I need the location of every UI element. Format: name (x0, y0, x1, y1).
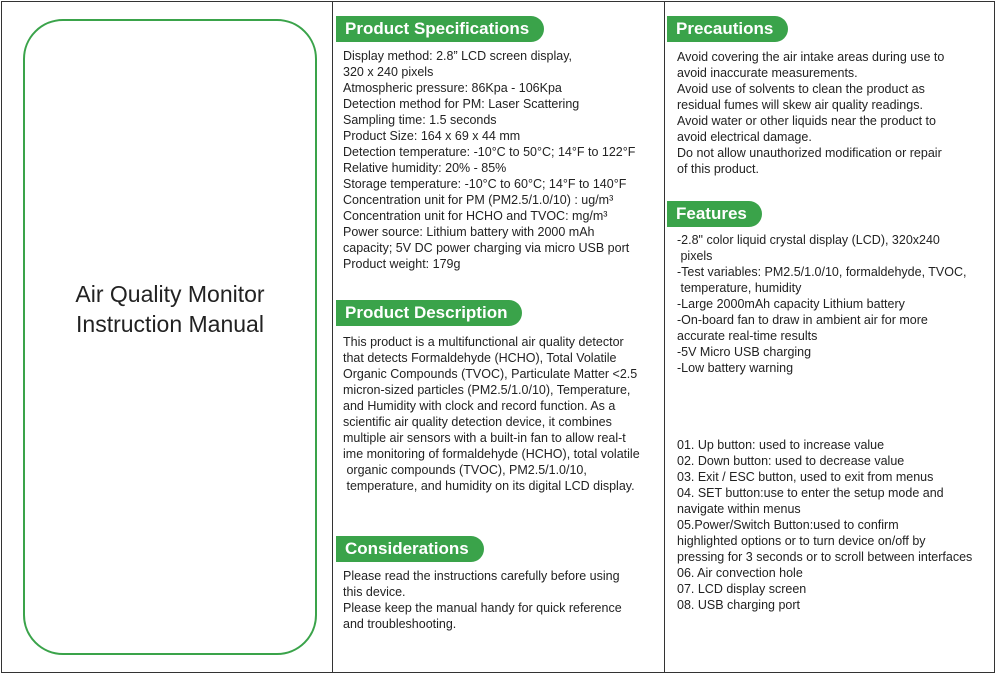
panel-divider-right (664, 2, 665, 672)
spec-line: Display method: 2.8” LCD screen display, (343, 49, 573, 63)
precautions-line: Avoid covering the air intake areas during use to (677, 50, 945, 64)
precautions-line: avoid electrical damage. (677, 130, 812, 144)
buttons-list (677, 437, 972, 613)
description-line: and Humidity with clock and record function. As a (343, 399, 616, 413)
precautions-text (677, 49, 944, 177)
spec-line: Detection method for PM: Laser Scattering (343, 97, 580, 111)
description-line: scientific air quality detection device, it combines (343, 415, 612, 429)
specifications-text (343, 48, 635, 272)
cover-frame (23, 19, 317, 655)
features-line: -2.8" color liquid crystal display (LCD), 320x240 (677, 233, 940, 247)
spec-line: Detection temperature: -10°C to 50°C; 14°F to 122°F (343, 145, 636, 159)
considerations-line: this device. (343, 585, 406, 599)
precautions-line: Do not allow unauthorized modification or repair (677, 146, 942, 160)
spec-line: Storage temperature: -10°C to 60°C; 14°F to 140°F (343, 177, 627, 191)
spec-line: Product weight: 179g (343, 257, 461, 271)
spec-line: Power source: Lithium battery with 2000 mAh (343, 225, 595, 239)
considerations-line: Please keep the manual handy for quick reference (343, 601, 622, 615)
description-line: temperature, and humidity on its digital LCD display. (343, 479, 635, 493)
button-list-item: 03. Exit / ESC button, used to exit from menus (677, 470, 934, 484)
features-line: -5V Micro USB charging (677, 345, 812, 359)
features-line: -Low battery warning (677, 361, 794, 375)
description-line: micron-sized particles (PM2.5/1.0/10), Temperature, (343, 383, 631, 397)
button-list-item: 05.Power/Switch Button:used to confirm (677, 518, 899, 532)
features-line: -On-board fan to draw in ambient air for more (677, 313, 928, 327)
button-list-item: highlighted options or to turn device on/off by (677, 534, 926, 548)
features-heading: Features (667, 201, 762, 227)
considerations-text (343, 568, 622, 632)
considerations-line: Please read the instructions carefully before using (343, 569, 620, 583)
button-list-item: pressing for 3 seconds or to scroll between interfaces (677, 550, 973, 564)
description-line: organic compounds (TVOC), PM2.5/1.0/10, (343, 463, 587, 477)
features-line: accurate real-time results (677, 329, 818, 343)
spec-line: 320 x 240 pixels (343, 65, 434, 79)
description-line: that detects Formaldehyde (HCHO), Total Volatile (343, 351, 617, 365)
precautions-line: Avoid use of solvents to clean the product as (677, 82, 925, 96)
precautions-line: of this product. (677, 162, 759, 176)
precautions-line: avoid inaccurate measurements. (677, 66, 858, 80)
button-list-item: navigate within menus (677, 502, 801, 516)
button-list-item: 08. USB charging port (677, 598, 800, 612)
button-list-item: 07. LCD display screen (677, 582, 807, 596)
manual-sheet (1, 1, 995, 673)
cover-title-line1: Air Quality Monitor (75, 281, 265, 307)
description-line: This product is a multifunctional air quality detector (343, 335, 624, 349)
button-list-item: 01. Up button: used to increase value (677, 438, 885, 452)
features-line: -Large 2000mAh capacity Lithium battery (677, 297, 905, 311)
description-line: Organic Compounds (TVOC), Particulate Matter <2.5 (343, 367, 638, 381)
spec-line: capacity; 5V DC power charging via micro USB port (343, 241, 630, 255)
considerations-heading: Considerations (336, 536, 484, 562)
button-list-item: 04. SET button:use to enter the setup mode and (677, 486, 944, 500)
spec-line: Relative humidity: 20% - 85% (343, 161, 507, 175)
description-heading: Product Description (336, 300, 522, 326)
precautions-heading: Precautions (667, 16, 788, 42)
features-line: pixels (677, 249, 713, 263)
features-text (677, 232, 966, 376)
cover-title-line2: Instruction Manual (76, 311, 264, 337)
considerations-line: and troubleshooting. (343, 617, 457, 631)
spec-line: Concentration unit for PM (PM2.5/1.0/10) : ug/m³ (343, 193, 614, 207)
description-line: ime monitoring of formaldehyde (HCHO), total volatile (343, 447, 640, 461)
specifications-heading: Product Specifications (336, 16, 544, 42)
features-line: temperature, humidity (677, 281, 802, 295)
features-line: -Test variables: PM2.5/1.0/10, formaldehyde, TVOC, (677, 265, 967, 279)
spec-line: Product Size: 164 x 69 x 44 mm (343, 129, 521, 143)
description-text (343, 334, 640, 494)
panel-divider-left (332, 2, 333, 672)
button-list-item: 02. Down button: used to decrease value (677, 454, 905, 468)
cover-title (25, 279, 315, 339)
precautions-line: Avoid water or other liquids near the product to (677, 114, 936, 128)
spec-line: Sampling time: 1.5 seconds (343, 113, 497, 127)
precautions-line: residual fumes will skew air quality readings. (677, 98, 923, 112)
description-line: multiple air sensors with a built-in fan to allow real-t (343, 431, 626, 445)
spec-line: Atmospheric pressure: 86Kpa - 106Kpa (343, 81, 562, 95)
spec-line: Concentration unit for HCHO and TVOC: mg/m³ (343, 209, 608, 223)
button-list-item: 06. Air convection hole (677, 566, 803, 580)
